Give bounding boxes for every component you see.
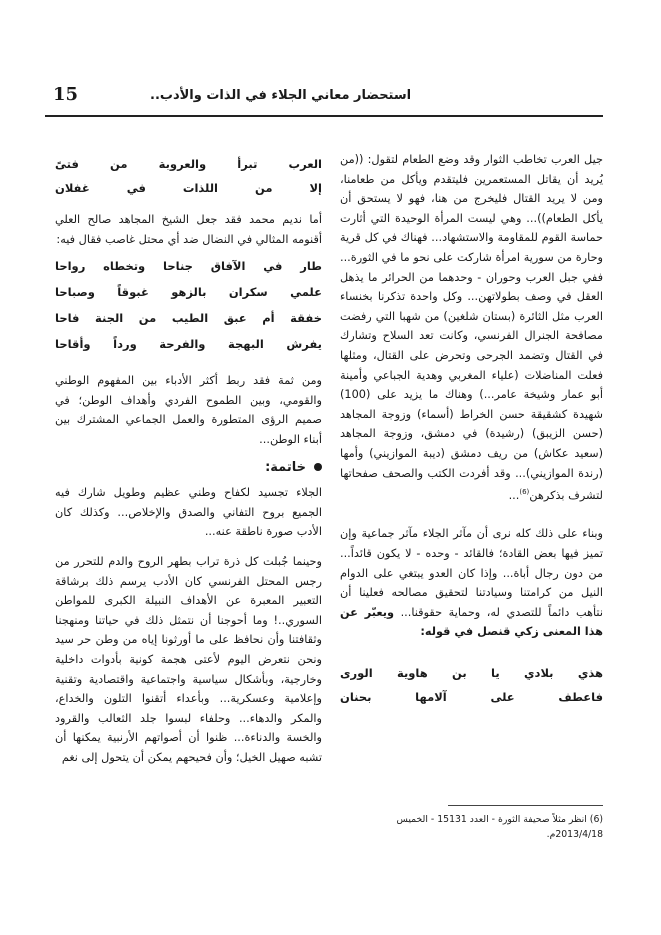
page-number: 15 xyxy=(53,84,79,105)
verse-line: طار في الآفاق جناحا وتخطاه رواحا xyxy=(55,259,322,274)
right-paragraph-2: وبناء على ذلك كله نرى أن مآثر الجلاء مآثر جماعية وإن تميز فيها بعض القادة؛ فالقائد - وحده - لا يكون قائداً... من دون رجال أباة... وإذا كان العدو يبتغي على الدوام النيل من كرامتنا وسيادتنا لتحقيق مصالحه فعلينا أن نتأهب دائماً للتصدي له، وحماية حقوقنا... ويعبّر عن هذا المعنى زكي قنصل في قوله: xyxy=(340,527,604,639)
verse-line: العرب تبرأ والعروبة من فتىً xyxy=(55,157,322,171)
left-paragraph-2: ومن ثمة فقد ربط أكثر الأدباء بين المفهوم الوطني والقومي، وبين الطموح الفردي وأهداف الوطن؛ في صميم الرؤى المتطورة والعمل الجماعي المشترك بين أبناء الوطن... xyxy=(55,374,323,446)
conclusion-heading: خاتمة: xyxy=(55,458,322,478)
verse-line: فاعطف على آلامها بحنان xyxy=(340,690,603,705)
right-paragraph-1: جيل العرب تخاطب الثوار وقد وضع الطعام لتقول: ((من يُريد أن يقاتل المستعمرين فليتقدم ويأكل من طعامنا، ومن لا يريد القتال فليخرج من هنا، فهو لا يستحق أن يأكل الطعام))... وهي ليست المرأة الوحيدة التي أثارت حماسة القوم للمقاومة والاستشهاد... فهناك في كل قرية وحارة من سورية امرأة شاركت على نحو ما في الثورة... ففي جبل العرب وحوران - وحدهما من الحرائر ما يذهل العقل في وصف بطولاتهن... وكل واحدة تذكرنا بخنساء العرب مثل الثائرة (بستان شلغين) من شهبا التي رفضت مصافحة الجنرال الفرنسي، وكانت تعد السلاح وتشارك في القتال وتضمد الجرحى وتحرض على القتال، ومثلها فعلت المناضلات (علياء المغربي وهدية الجباعي وأمينة أبو عمار وشيخة عامر...) وهناك ما يزيد على (100) شهيدة كشقيقة حسن الخراط (أسماء) وزوجة المجاهد (حسن الزيبق) (رشيدة) في دمشق، وزوجة المجاهد (سعيد عكاش) من ريف دمشق (ديبة الموازيني) وأمها (رندة الموازيني)... وقد أفردت الكتب والصحف صفحاتها لتشرف بذكرهن$^{(6)}$... xyxy=(340,153,604,502)
left-paragraph-3: الجلاء تجسيد لكفاح وطني عظيم وطويل شارك فيه الجميع بروح التفاني والصدق والإخلاص... وكذلك كان الأدب صورة ناطقة عنه... xyxy=(55,486,322,539)
verse-nadim-muhammad xyxy=(55,253,322,357)
footnote: (6) انظر مثلاً صحيفة الثورة - العدد 15131 - الخميس 2013/4/18م. xyxy=(396,814,603,840)
verse-line: علمي سكران بالزهو غبوقاً وصباحا xyxy=(55,285,322,300)
header-divider xyxy=(45,115,603,117)
footnote-marker[interactable]: (6) xyxy=(519,488,530,497)
verse-line: خفقة أم عبق الطيب من الجنة فاحا xyxy=(55,311,322,326)
left-paragraph-4: وحينما جُبلت كل ذرة تراب بطهر الروح والدم للتحرر من رجس المحتل الفرنسي كان الأدب يرسم ذلك برشاقة التعبير المعبرة عن الأهداف النبيلة الكبرى للمواطن السوري..! وما أحوجنا أن نتمثل ذلك في حياتنا ومنهجنا وثقافتنا وأن نحافظ على ما أورثونا إياه من وطن حر سيد ونحن نتعرض اليوم لأعتى هجمة كونية بأدوات داخلية وخارجية، وبأشكال سياسية واجتماعية واقتصادية وتقنية وإعلامية وعسكرية... وبأعداء أتقنوا التلون والخداع، والمكر والدهاء... وحلفاء لبسوا جلد الثعالب والقرود والخسة والدناءة... ظنوا أن أصواتهم الأرنبية يمكنها أن تشبه صهيل الخيل؛ وأن فحيحهم يمكن أن يتحول إلى نغم xyxy=(55,554,323,764)
footnote-divider xyxy=(448,805,603,806)
verse-top xyxy=(55,152,322,200)
verse-line: يفرش البهجة والفرحة ورداً وأقاحا xyxy=(55,337,322,352)
verse-zaki-qunsul xyxy=(340,661,603,709)
verse-line: إلا من اللذات في غفلان xyxy=(55,181,322,195)
left-paragraph-1: أما نديم محمد فقد جعل الشيخ المجاهد صالح العلي أقنومه المثالي في النضال ضد أي محتل غاصب فقال فيه: xyxy=(55,213,322,246)
running-header-title: استحضار معاني الجلاء في الذات والأدب.. xyxy=(150,88,412,103)
verse-line: هذي بلادي يا بن هاوية الورى xyxy=(340,666,603,681)
bullet-icon xyxy=(314,463,322,471)
right-column xyxy=(340,150,603,709)
left-column xyxy=(55,152,322,767)
